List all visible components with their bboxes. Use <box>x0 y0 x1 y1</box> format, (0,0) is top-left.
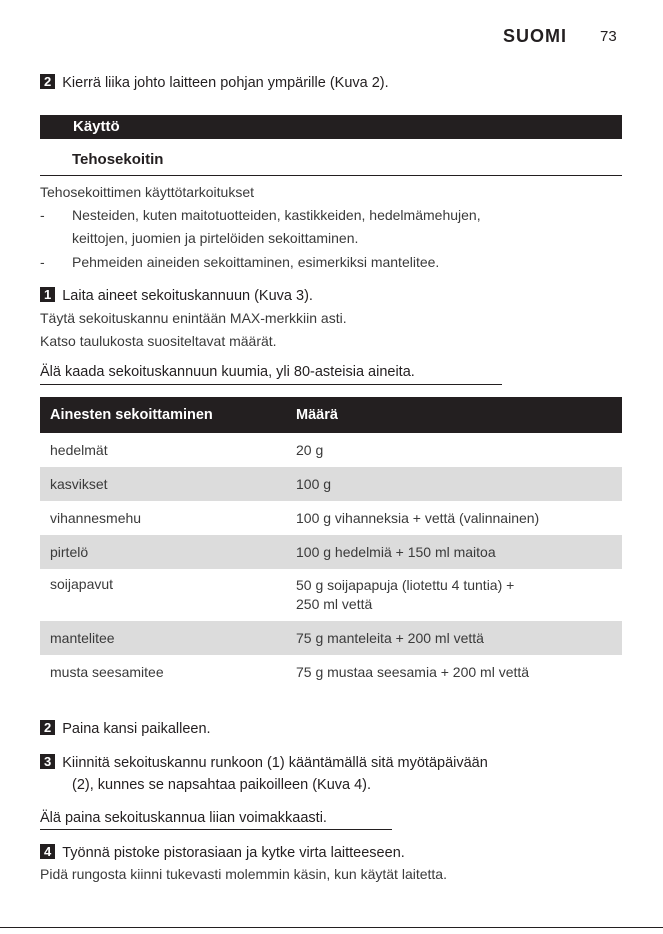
step-3 <box>40 754 488 771</box>
step-1-detail-1: Täytä sekoituskannu enintään MAX-merkkiin asti. <box>40 310 347 326</box>
footer-rule <box>0 927 663 928</box>
table-header-ingredient: Ainesten sekoittaminen <box>40 397 286 433</box>
intro-step-text: Kierrä liika johto laitteen pohjan ympärille (Kuva 2). <box>62 75 389 91</box>
table-cell-amount: 100 g hedelmiä + 150 ml maitoa <box>286 535 622 569</box>
step-4 <box>40 844 405 861</box>
table-row <box>40 501 622 535</box>
step-3-text-line-1: Kiinnitä sekoituskannu runkoon (1) kääntämällä sitä myötäpäivään <box>62 755 488 771</box>
table-row <box>40 467 622 501</box>
uses-item-2: Pehmeiden aineiden sekoittaminen, esimerkiksi mantelitee. <box>72 254 440 270</box>
table-header-row <box>40 397 622 433</box>
step-2 <box>40 720 211 737</box>
table-cell-ingredient: pirtelö <box>40 535 286 569</box>
intro-step <box>40 74 389 91</box>
table-cell-amount: 100 g <box>286 467 622 501</box>
table-cell-amount: 75 g mustaa seesamia + 200 ml vettä <box>296 664 530 680</box>
step-3-text-line-2: (2), kunnes se napsahtaa paikoilleen (Kuva 4). <box>72 777 372 793</box>
step-number-badge: 1 <box>40 287 55 302</box>
step-4-text: Työnnä pistoke pistorasiaan ja kytke virta laitteeseen. <box>62 845 405 861</box>
table-cell-amount <box>286 569 622 621</box>
warning-underline <box>40 829 392 830</box>
bullet-dash: - <box>40 207 45 223</box>
step-1-text: Laita aineet sekoituskannuun (Kuva 3). <box>62 288 313 304</box>
step-number-badge: 3 <box>40 754 55 769</box>
step-number-badge: 4 <box>40 844 55 859</box>
table-cell-ingredient: soijapavut <box>50 576 114 592</box>
uses-item-1-line-2: keittojen, juomien ja pirtelöiden sekoittaminen. <box>72 230 359 246</box>
step-number-badge: 2 <box>40 74 55 89</box>
table-cell-ingredient: vihannesmehu <box>50 510 142 526</box>
table-row <box>40 621 622 655</box>
uses-item-1-line-1: Nesteiden, kuten maitotuotteiden, kastikkeiden, hedelmämehujen, <box>72 207 481 223</box>
step-1-detail-2: Katso taulukosta suositeltavat määrät. <box>40 333 277 349</box>
table-cell-amount: 75 g manteleita + 200 ml vettä <box>286 621 622 655</box>
step-number-badge: 2 <box>40 720 55 735</box>
table-cell-amount-line-2: 250 ml vettä <box>296 596 373 612</box>
table-cell-amount: 20 g <box>296 442 324 458</box>
table-cell-amount-line-1: 50 g soijapapuja (liotettu 4 tuntia) + <box>296 577 515 593</box>
step-2-text: Paina kansi paikalleen. <box>62 721 211 737</box>
table-header-amount: Määrä <box>286 397 622 433</box>
language-label: SUOMI <box>503 26 568 46</box>
table-row <box>40 433 622 467</box>
subsection-title: Tehosekoitin <box>72 151 164 168</box>
warning-force: Älä paina sekoituskannua liian voimakkaasti. <box>40 810 327 826</box>
table-cell-ingredient: hedelmät <box>50 442 108 458</box>
ingredients-table <box>40 397 622 689</box>
table-cell-ingredient: kasvikset <box>40 467 286 501</box>
warning-hot-liquids: Älä kaada sekoituskannuun kuumia, yli 80-asteisia aineita. <box>40 364 415 380</box>
step-1 <box>40 287 313 304</box>
page-number: 73 <box>600 28 617 45</box>
table-cell-amount: 100 g vihanneksia + vettä (valinnainen) <box>296 510 540 526</box>
warning-underline <box>40 384 502 385</box>
table-row <box>40 535 622 569</box>
bullet-dash: - <box>40 254 45 270</box>
uses-heading: Tehosekoittimen käyttötarkoitukset <box>40 184 254 200</box>
subsection-rule <box>40 175 622 176</box>
table-cell-ingredient: musta seesamitee <box>50 664 164 680</box>
table-cell-ingredient: mantelitee <box>40 621 286 655</box>
section-title-bar <box>40 115 622 139</box>
step-4-detail: Pidä rungosta kiinni tukevasti molemmin käsin, kun käytät laitetta. <box>40 866 447 882</box>
section-title: Käyttö <box>73 118 120 135</box>
table-row <box>40 569 622 621</box>
table-row <box>40 655 622 689</box>
